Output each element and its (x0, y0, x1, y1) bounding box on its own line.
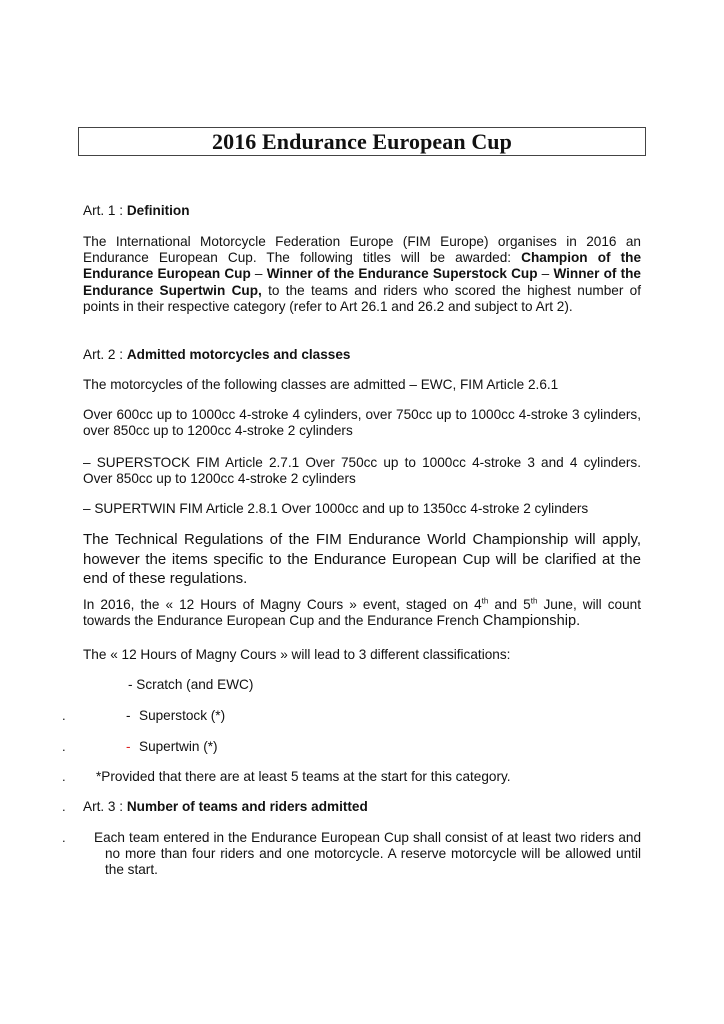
art1-title-superstock: Winner of the Endurance Superstock Cup (266, 266, 538, 282)
art3-prefix: Art. 3 : (83, 799, 127, 814)
art2-p6-a: In 2016, the « 12 Hours of Magny Cours » event, staged on 4 (83, 597, 482, 612)
art1-title-champion: Champion of the Endurance European Cup (83, 250, 642, 282)
art2-title: Admitted motorcycles and classes (126, 347, 351, 362)
bullet-dot: . (62, 799, 66, 814)
art2-p6-c: June, will count towards the Endurance European Cup and the Endurance French (83, 597, 642, 629)
art1-heading (83, 203, 641, 219)
list-dash-red: - (126, 739, 131, 754)
art2-p6-sup2: th (530, 596, 538, 606)
art1-paragraph (83, 234, 641, 315)
art1-sep2: – (537, 266, 554, 282)
list-dash: - (126, 708, 131, 723)
art2-p6 (83, 597, 641, 629)
art1-text-start: The International Motorcycle Federation Europe (FIM Europe) organises in 2016 an Endurance European Cup. The following titles will be awarded: (83, 234, 641, 266)
classification-note: *Provided that there are at least 5 teams at the start for this category. (96, 769, 511, 784)
art2-prefix: Art. 2 : (83, 347, 127, 362)
art2-p3: – SUPERSTOCK FIM Article 2.7.1 Over 750cc up to 1000cc 4-stroke 3 and 4 cylinders. Over 850cc up to 1200cc 4-stroke 2 cylinders (83, 455, 641, 487)
art1-prefix: Art. 1 : (83, 203, 127, 218)
bullet-dot: . (62, 739, 66, 754)
list-item-scratch: - Scratch (and EWC) (128, 677, 254, 692)
art1-title: Definition (126, 203, 190, 218)
art2-p1: The motorcycles of the following classes are admitted – EWC, FIM Article 2.6.1 (83, 377, 559, 392)
art1-title-supertwin: Winner of the Endurance Supertwin Cup, (83, 266, 641, 298)
art2-p6-b: and 5 (488, 597, 531, 612)
list-item-supertwin: Supertwin (*) (139, 739, 218, 754)
art1-text-end: to the teams and riders who scored the highest number of points in their respective category (refer to Art 26.1 and 26.2 and subject to Art 2). (83, 282, 641, 314)
art3-heading (83, 799, 641, 815)
art2-p4: – SUPERTWIN FIM Article 2.8.1 Over 1000cc and up to 1350cc 4-stroke 2 cylinders (83, 501, 589, 516)
art2-heading (83, 347, 641, 363)
art3-text: Each team entered in the Endurance European Cup shall consist of at least two riders and no more than four riders and one motorcycle. A reserve motorcycle will be allowed until the start. (94, 830, 641, 878)
bullet-dot: . (62, 830, 66, 845)
art1-sep1: – (250, 266, 267, 282)
art2-p2: Over 600cc up to 1000cc 4-stroke 4 cylinders, over 750cc up to 1000cc 4-stroke 3 cylinders, over 850cc up to 1200cc 4-stroke 2 cylinders (83, 407, 641, 439)
art2-p6-d: Championship. (482, 613, 581, 630)
title-box (78, 127, 646, 156)
art3-paragraph (94, 830, 641, 879)
page-title: 2016 Endurance European Cup (212, 128, 512, 154)
art3-title: Number of teams and riders admitted (126, 799, 368, 814)
list-item-superstock: Superstock (*) (139, 708, 226, 723)
art2-p5: The Technical Regulations of the FIM Endurance World Championship will apply, however the items specific to the Endurance European Cup will be clarified at the end of these regulations. (83, 531, 641, 587)
bullet-dot: . (62, 769, 66, 784)
bullet-dot: . (62, 708, 66, 723)
art2-p6-sup1: th (481, 596, 489, 606)
art2-p7: The « 12 Hours of Magny Cours » will lead to 3 different classifications: (83, 647, 511, 662)
